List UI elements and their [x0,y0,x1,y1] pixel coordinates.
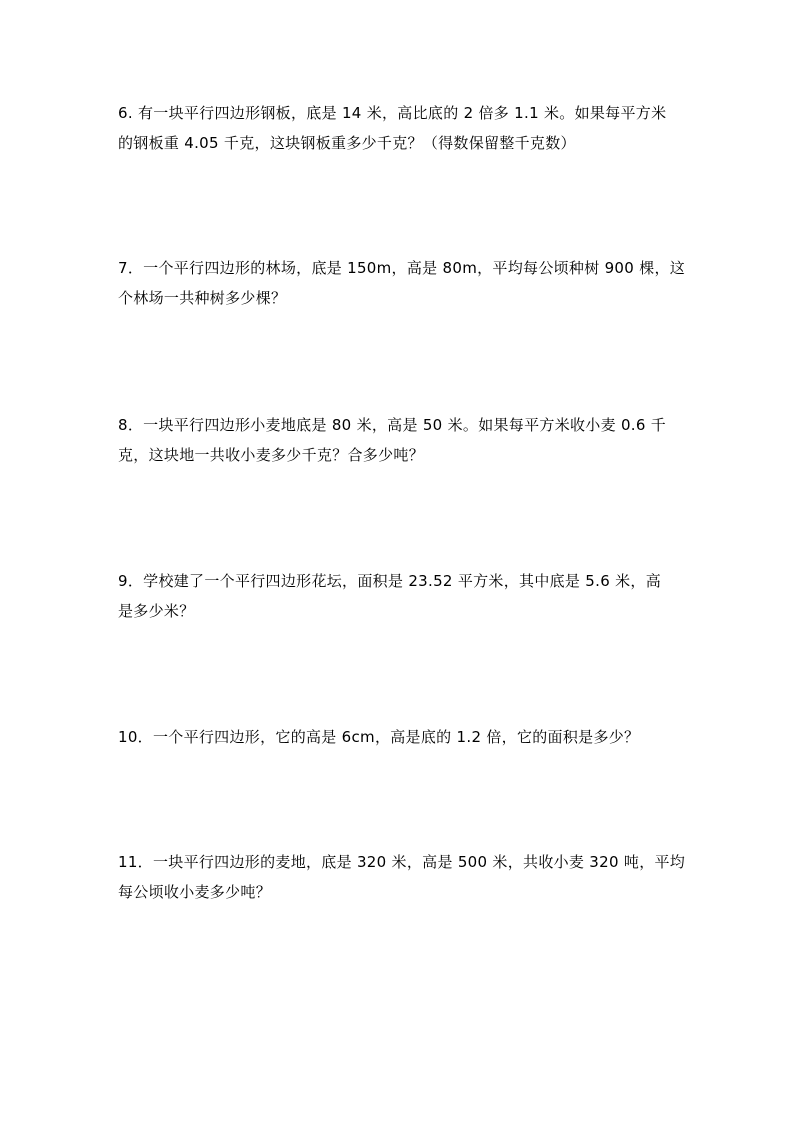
question-7 [118,253,686,313]
question-8-line-1: 8．一块平行四边形小麦地底是 80 米，高是 50 米。如果每平方米收小麦 0.6 千 [118,416,667,434]
question-7-line-2: 个林场一共种树多少棵？ [118,289,287,307]
question-6-line-1: 6. 有一块平行四边形钢板，底是 14 米，高比底的 2 倍多 1.1 米。如果每平方米 [118,104,667,122]
question-8-line-2: 克，这块地一共收小麦多少千克？合多少吨？ [118,446,425,464]
question-6 [118,98,678,158]
question-10 [118,722,678,752]
question-8 [118,410,678,470]
question-9 [118,566,678,626]
question-11-line-1: 11．一块平行四边形的麦地，底是 320 米，高是 500 米，共收小麦 320 吨，平均 [118,853,686,871]
question-11-line-2: 每公顷收小麦多少吨？ [118,883,272,901]
question-9-line-2: 是多少米？ [118,602,195,620]
question-7-line-1: 7．一个平行四边形的林场，底是 150m，高是 80m，平均每公顷种树 900 棵，这 [118,259,686,277]
question-11 [118,847,686,907]
question-6-line-2: 的钢板重 4.05 千克，这块钢板重多少千克？（得数保留整千克数） [118,134,576,152]
question-10-line-1: 10．一个平行四边形，它的高是 6cm，高是底的 1.2 倍，它的面积是多少？ [118,728,640,746]
question-9-line-1: 9．学校建了一个平行四边形花坛，面积是 23.52 平方米，其中底是 5.6 米，高 [118,572,662,590]
